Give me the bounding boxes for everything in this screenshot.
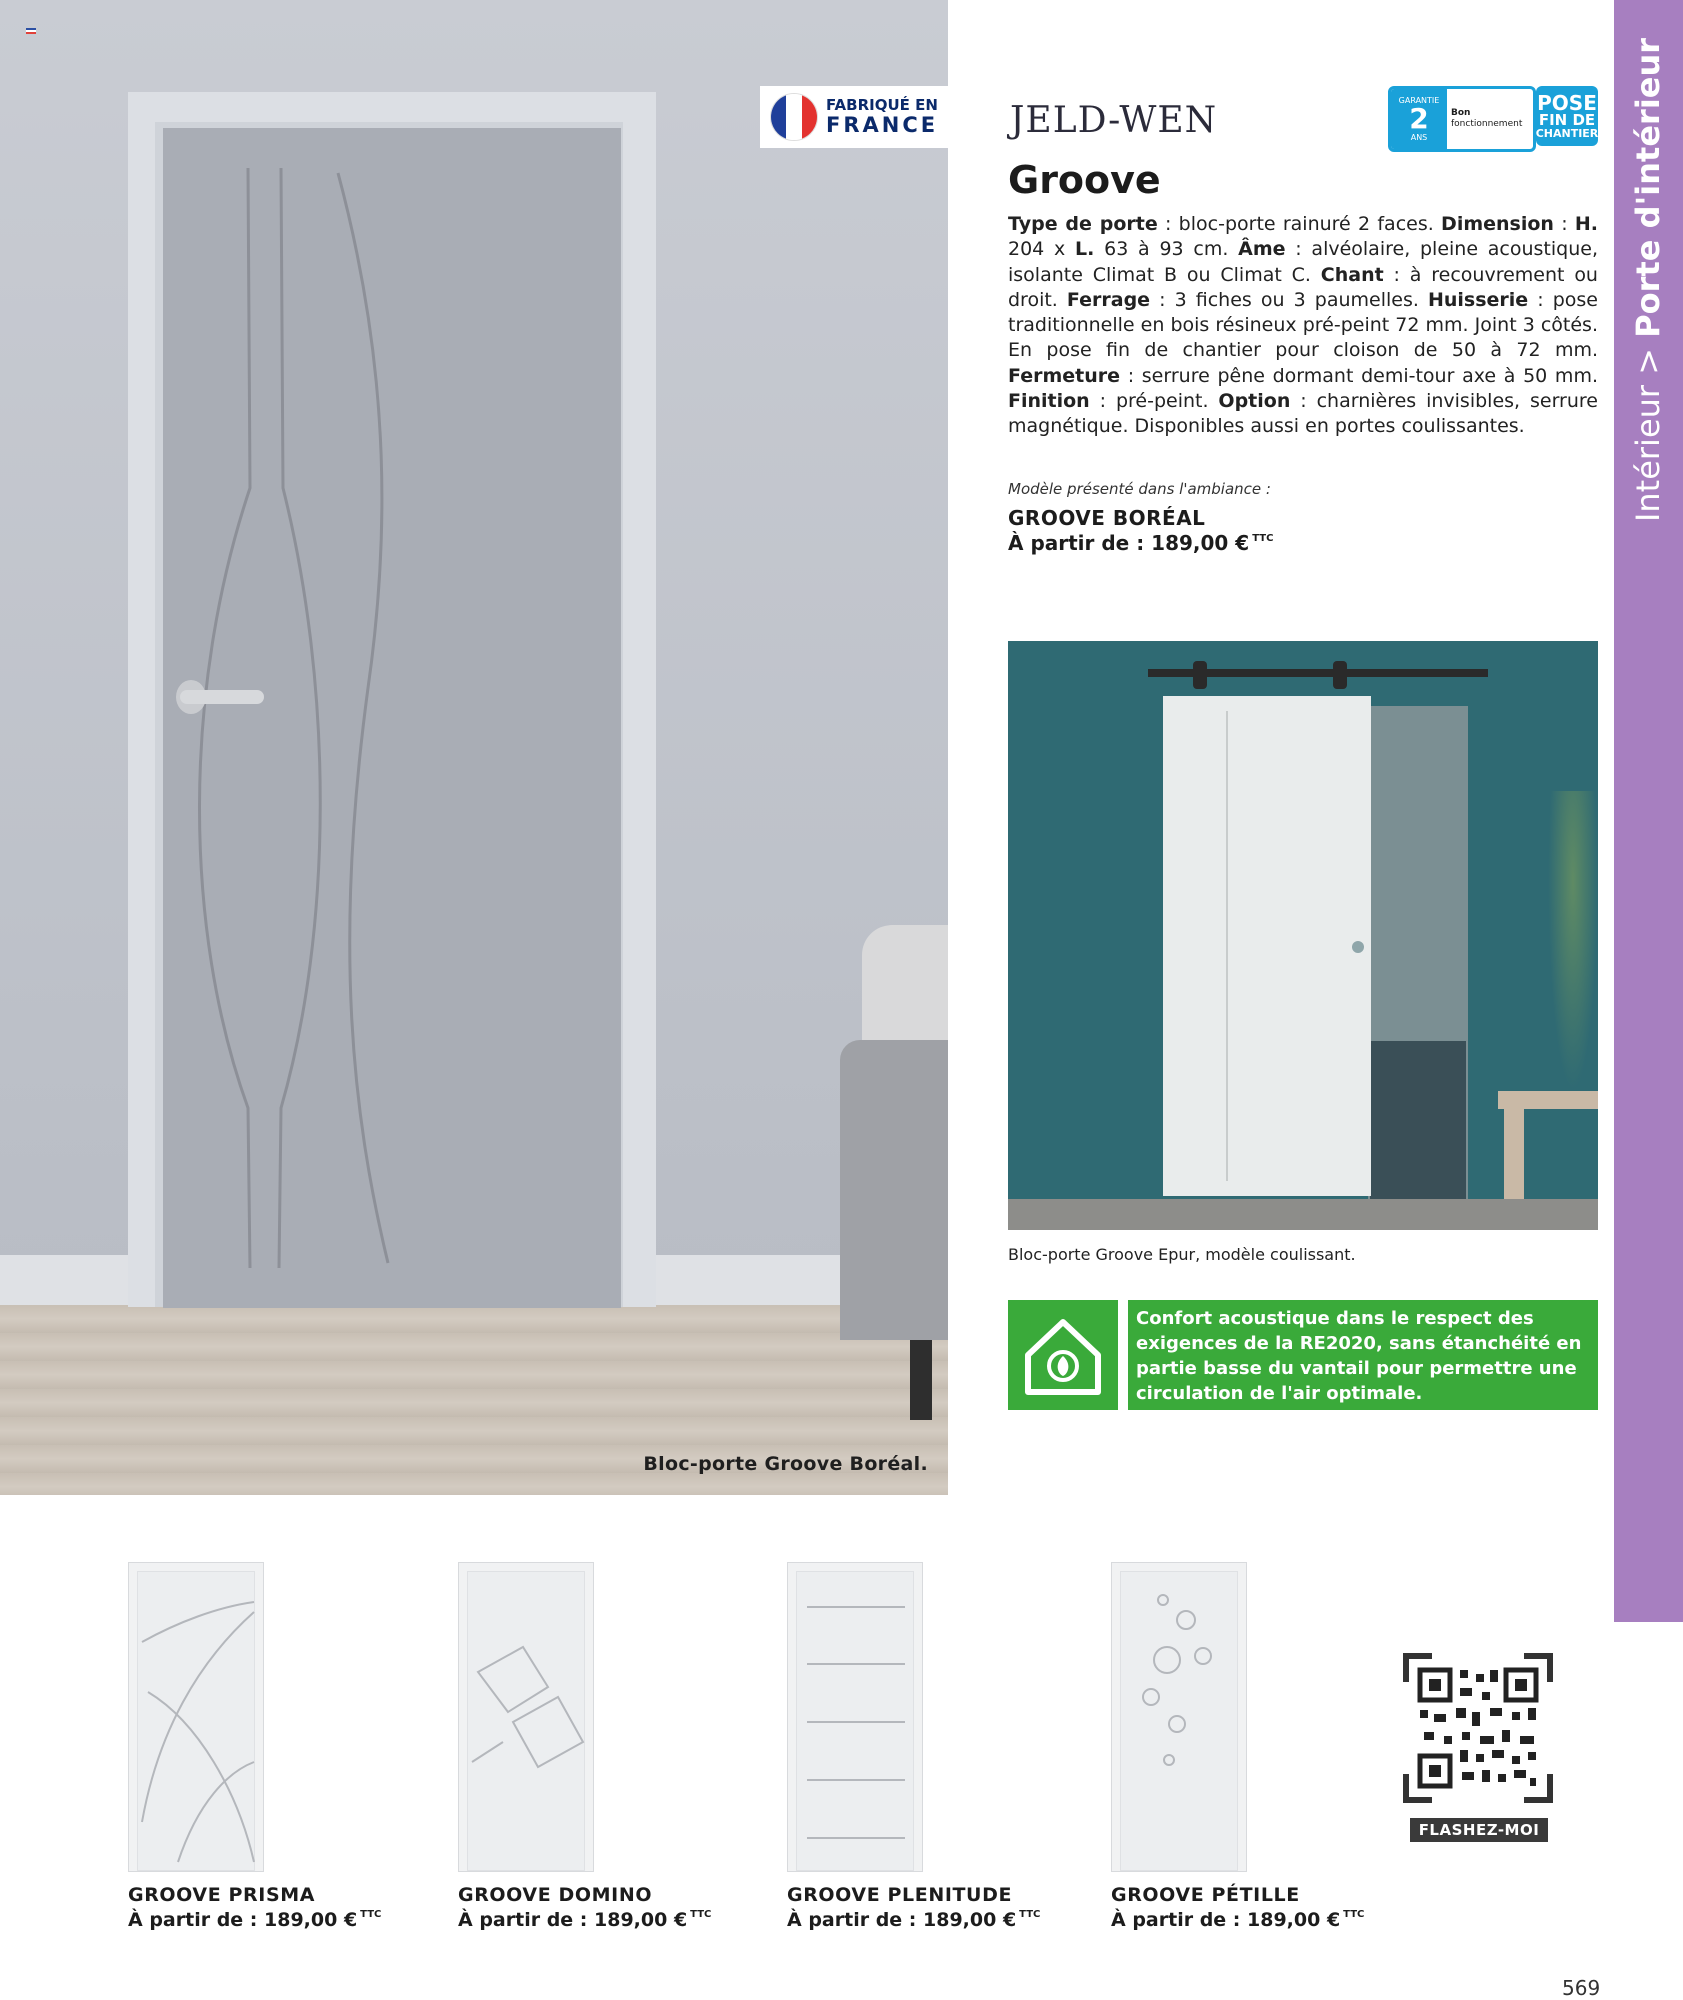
prisma-pattern [138, 1572, 256, 1872]
brand-logo: JELD-WEN [1010, 100, 1218, 141]
hero-caption: Bloc-porte Groove Boréal. [643, 1453, 928, 1475]
guarantee-line2: fonctionnement [1451, 119, 1523, 129]
section-label: Intérieur > Porte d'intérieur [1629, 37, 1667, 523]
model-note: Modèle présenté dans l'ambiance : [1008, 480, 1271, 498]
domino-pattern [468, 1572, 586, 1872]
photo2-caption: Bloc-porte Groove Epur, modèle coulissant. [1008, 1245, 1356, 1264]
eco-info-text: Confort acoustique dans le respect des exigences de la RE2020, sans étanchéité en partie basse du vantail pour permettre une circulation de l'air optimale. [1128, 1300, 1598, 1410]
variant-price: À partir de : 189,00 € $^{TTC}$ [1111, 1909, 1365, 1931]
qr-code-icon[interactable] [1402, 1652, 1554, 1804]
model-name: GROOVE BORÉAL [1008, 506, 1206, 530]
made-in-line2: FRANCE [826, 112, 939, 137]
hero-image-groove-boreal [0, 0, 948, 1495]
photo-groove-epur-sliding [1008, 641, 1598, 1230]
desc-part: Fermeture : serrure pêne dormant demi-tour axe à 50 mm. [1008, 364, 1598, 387]
door-handle [180, 690, 264, 704]
guarantee-badge [1388, 86, 1536, 152]
door-leaf [163, 128, 621, 1308]
made-in-france-badge [760, 86, 948, 148]
guarantee-top: GARANTIE [1398, 96, 1440, 105]
variant-price: À partir de : 189,00 € $^{TTC}$ [458, 1909, 712, 1931]
sofa-leg [910, 1340, 932, 1420]
desc-part: Huisserie : pose traditionnelle en bois résineux pré-peint 72 mm. Joint 3 côtés. En pose fin de chantier pour cloison de 50 à 72 mm. [1008, 288, 1598, 362]
door-groove-lines [163, 128, 621, 1308]
petille-pattern [1121, 1572, 1239, 1872]
desc-part: Ferrage : 3 fiches ou 3 paumelles. [1066, 288, 1428, 311]
guarantee-line1: Bon [1451, 108, 1471, 119]
ttc-label: TTC [1252, 533, 1274, 544]
french-flag-icon [770, 93, 818, 141]
plenitude-pattern [797, 1572, 915, 1872]
plant [1548, 791, 1598, 1091]
sofa [840, 1040, 948, 1340]
desc-part: Finition : pré-peint. [1008, 390, 1219, 413]
variant-name: GROOVE PÉTILLE [1111, 1884, 1300, 1906]
variant-image-domino [458, 1562, 594, 1872]
desc-part: Chant : à recouvrement ou droit. [1008, 263, 1598, 311]
desc-part: Dimension : [1441, 213, 1575, 235]
variant-image-plenitude [787, 1562, 923, 1872]
door-groove [1226, 711, 1228, 1181]
rail-roller [1333, 661, 1347, 689]
floor [1008, 1199, 1598, 1230]
variant-image-prisma [128, 1562, 264, 1872]
made-in-line1: FABRIQUÉ EN [826, 96, 938, 115]
side-table-leg [1504, 1109, 1524, 1209]
desc-part: Type de porte : bloc-porte rainuré 2 faces. [1008, 213, 1442, 235]
desc-part: Option : charnières invisibles, serrure magnétique. Disponibles aussi en portes coulissantes. [1008, 390, 1598, 438]
variant-name: GROOVE PRISMA [128, 1884, 316, 1906]
small-flag-icon [26, 28, 36, 34]
page-number: 569 [1562, 1976, 1601, 2000]
rail-roller [1193, 661, 1207, 689]
guarantee-years: 2 [1409, 102, 1429, 135]
eco-house-icon [1008, 1300, 1118, 1410]
sliding-door-panel [1163, 696, 1371, 1196]
variant-price: À partir de : 189,00 € $^{TTC}$ [128, 1909, 382, 1931]
desc-part: H. 204 x [1008, 213, 1599, 261]
pose-fin-de-chantier-badge [1536, 86, 1598, 146]
model-price: À partir de : 189,00 € $^{TTC}$ [1008, 531, 1274, 555]
pose-line1: POSE [1537, 91, 1597, 115]
pose-line2: FIN DE [1538, 111, 1596, 129]
variant-name: GROOVE DOMINO [458, 1884, 653, 1906]
bedroom-view [1370, 1041, 1466, 1201]
product-description [1008, 212, 1598, 440]
pose-line3: CHANTIER [1535, 127, 1599, 140]
side-table [1498, 1091, 1598, 1109]
variant-price: À partir de : 189,00 € $^{TTC}$ [787, 1909, 1041, 1931]
guarantee-unit: ANS [1410, 133, 1428, 142]
desc-part: L. 63 à 93 cm. [1075, 238, 1239, 261]
desc-part: Âme : alvéolaire, pleine acoustique, isolante Climat B ou Climat C. [1008, 238, 1598, 286]
variant-name: GROOVE PLENITUDE [787, 1884, 1013, 1906]
variant-image-petille [1111, 1562, 1247, 1872]
qr-label: FLASHEZ-MOI [1410, 1818, 1548, 1842]
door-knob [1352, 941, 1364, 953]
product-title: Groove [1008, 158, 1161, 202]
